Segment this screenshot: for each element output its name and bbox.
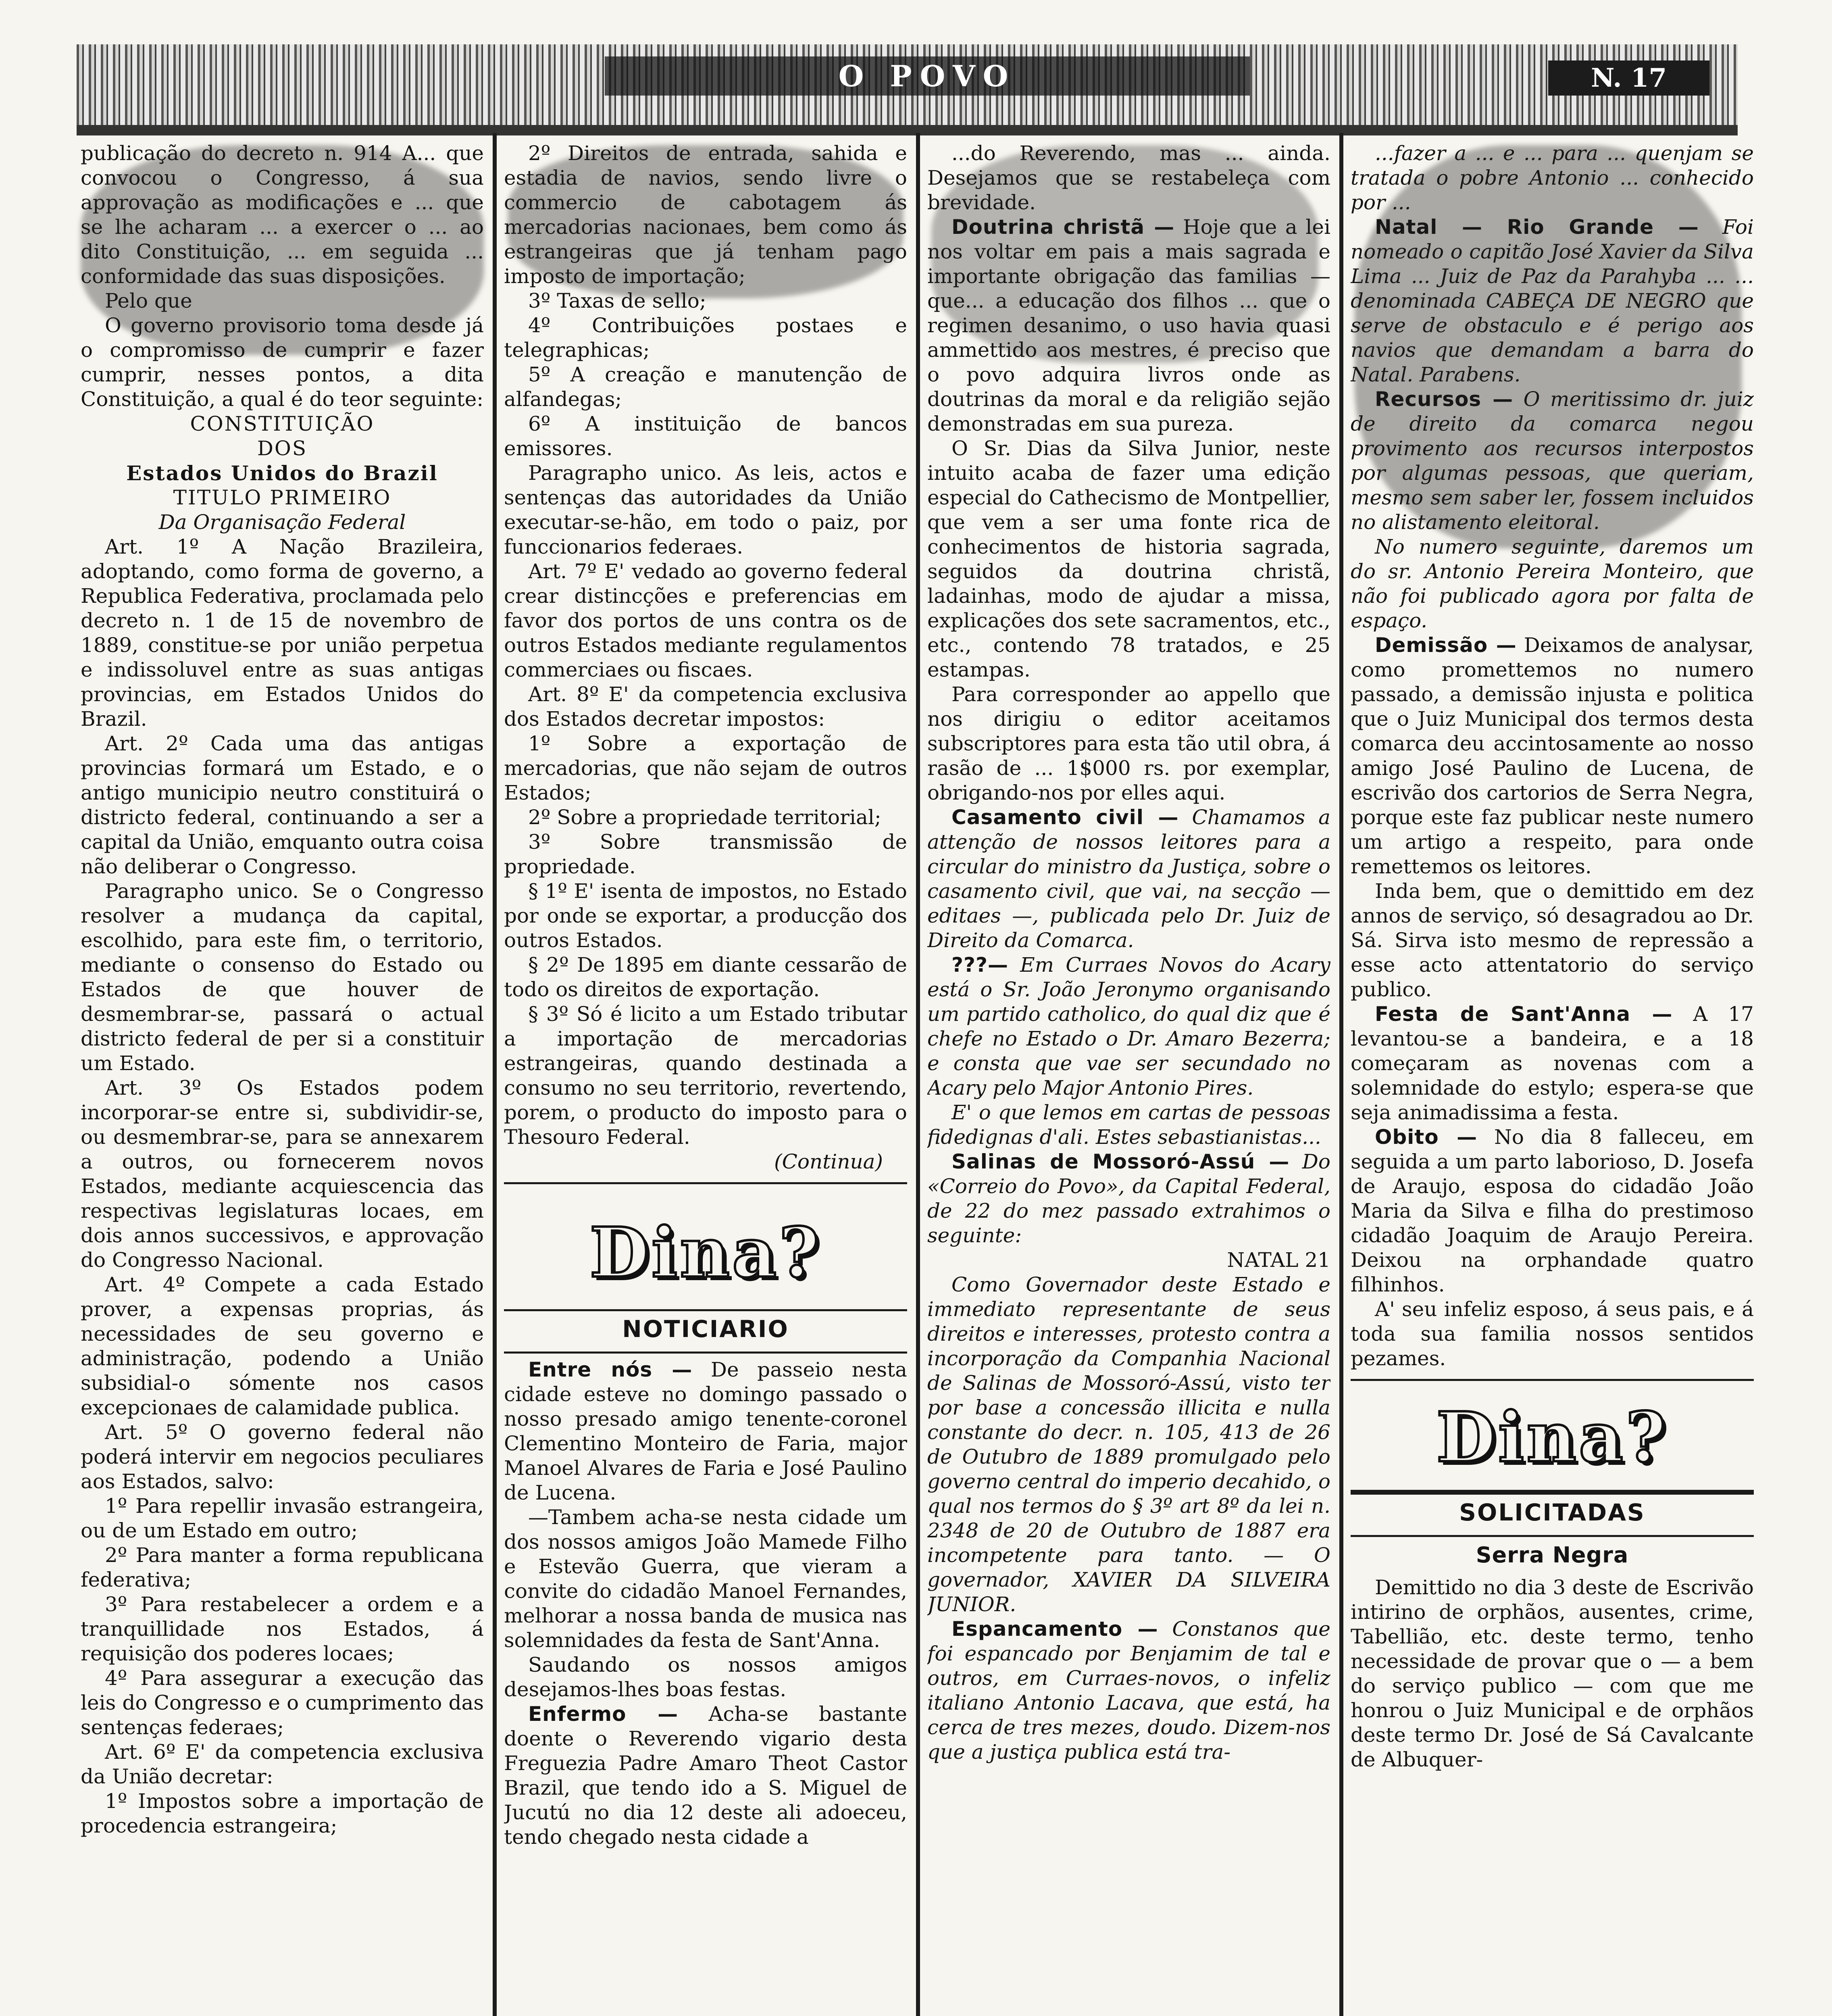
paragraph-text: 2º Sobre a propriedade territorial; — [528, 806, 881, 829]
news-item — [927, 953, 1330, 1100]
dina-advert: Dina? — [1436, 1397, 1668, 1478]
paragraph-text: 2º Direitos de entrada, sahida e estadia de navios, sendo livre o commercio de cabotagem ás mercadorias nacionaes, bem como ás estrangeiras que já tenham pago imposto de importação; — [504, 142, 907, 288]
paragraph-text: 3º Para restabelecer a ordem e a tranquillidade nos Estados, á requisição dos poderes locaes; — [81, 1593, 484, 1665]
news-item — [927, 141, 1330, 215]
news-text: Hoje que a lei nos voltar em pais a mais sagrada e importante obrigação das familias — que... a educação dos filhos ... que o regimen desanimo, o uso havia quasi ammettido aos mestres, é preciso que o povo adquira livros onde as doutrinas da moral e da religião sejão demonstradas em sua pureza. — [927, 215, 1330, 435]
paragraph — [504, 362, 907, 412]
news-headline: Doutrina christã — — [951, 215, 1175, 239]
news-text: O Sr. Dias da Silva Junior, neste intuito acaba de fazer uma edição especial do Cathecismo de Montpellier, que vem a ser uma fonte rica de conhecimentos de historia sagrada, seguidos da doutrina christã, ladainhas, modo de ajudar a missa, explicações dos sete sacramentos, etc., etc., contendo 78 tratados, e 25 estampas. — [927, 437, 1330, 681]
news-headline: Enfermo — — [528, 1702, 679, 1726]
paragraph-text: 1º Sobre a exportação de mercadorias, que não sejam de outros Estados; — [504, 732, 907, 804]
paragraph-text: Art. 5º O governo federal não poderá intervir em negocios peculiares aos Estados, salvo: — [81, 1420, 484, 1493]
paragraph — [81, 1420, 484, 1494]
paragraph — [504, 731, 907, 805]
news-headline: Natal — Rio Grande — — [1375, 215, 1699, 239]
news-item — [927, 1617, 1330, 1764]
column-rule — [493, 133, 497, 2016]
news-headline: Entre nós — — [528, 1358, 693, 1381]
paragraph-text: O governo provisorio toma desde já o compromisso de cumprir e fazer cumprir, nesses pontos, a dita Constituição, a qual é do teor seguinte: — [81, 314, 484, 411]
paragraph-text: DOS — [257, 437, 308, 460]
news-text: De passeio nesta cidade esteve no domingo passado o nosso presado amigo tenente-coronel Clementino Monteiro de Faria, major Manoel Alvares de Faria e José Paulino de Lucena. — [504, 1358, 907, 1504]
solicitadas-title: SOLICITADAS — [1459, 1499, 1645, 1526]
news-item — [504, 1653, 907, 1702]
section-divider — [504, 1352, 907, 1354]
paragraph-text: Art. 1º A Nação Brazileira, adoptando, como forma de governo, a Republica Federativa, proclamada pelo decreto n. 1 de 15 de novembro de 1889, constitue-se por união perpetua e indissoluvel entre as suas antigas provincias, em Estados Unidos do Brazil. — [81, 535, 484, 731]
news-text: Do «Correio do Povo», da Capital Federal, de 22 do mez passado extrahimos o seguinte: — [927, 1150, 1330, 1247]
column-4 — [1351, 141, 1754, 2016]
paragraph-text: 3º Sobre transmissão de propriedade. — [504, 830, 907, 878]
news-item — [927, 682, 1330, 805]
news-text: O meritissimo dr. juiz de direito da comarca negou provimento aos recursos interpostos por algumas pessoas, que queriam, mesmo sem saber ler, fossem incluidos no alistamento eleitoral. — [1351, 387, 1754, 534]
news-item — [1351, 633, 1754, 879]
column-3 — [927, 141, 1330, 2016]
paragraph-text: 2º Para manter a forma republicana federativa; — [81, 1543, 484, 1591]
news-headline: Espancamento — — [951, 1617, 1158, 1641]
paragraph-text: Art. 4º Compete a cada Estado prover, a expensas proprias, ás necessidades de seu governo e administração, podendo a União subsidial-o sómente nos casos excepcionaes de calamidade publica. — [81, 1273, 484, 1419]
paragraph — [81, 1666, 484, 1740]
news-item — [927, 1248, 1330, 1272]
news-text: Chamamos a attenção de nossos leitores para a circular do ministro da Justiça, sobre o casamento civil, que vai, na secção — editaes —, publicada pelo Dr. Juiz de Direito da Comarca. — [927, 806, 1330, 952]
news-headline: ???— — [951, 953, 1009, 977]
paragraph — [504, 289, 907, 313]
paragraph — [504, 313, 907, 362]
paragraph-text: § 2º De 1895 em diante cessarão de todo os direitos de exportação. — [504, 953, 907, 1001]
paragraph — [504, 682, 907, 731]
news-text: Como Governador deste Estado e immediato representante de seus direitos e interesses, protesto contra a incorporação da Companhia Nacional de Salinas de Mossoró-Assú, visto ter por base a concessão illicita e nulla constante do decr. n. 105, 413 de 26 de Outubro de 1889 promulgado pelo governo central do imperio decahido, o qual nos termos do § 3º art 8º da lei n. 2348 de 20 de Outubro de 1887 era incompetente para tanto. — O governador, XAVIER DA SILVEIRA JUNIOR. — [927, 1273, 1330, 1616]
news-text: No dia 8 falleceu, em seguida a um parto laborioso, D. Josefa de Araujo, esposa do cidadão João Maria da Silva e filha do prestimoso cidadão Joaquim de Araujo Pereira. Deixou na orphandade quatro filhinhos. — [1351, 1125, 1754, 1296]
paragraph — [504, 953, 907, 1002]
solicitadas-subtitle: Serra Negra — [1476, 1542, 1629, 1568]
section-divider — [504, 1182, 907, 1184]
solicitadas-body: Demittido no dia 3 deste de Escrivão intirino de orphãos, ausentes, crime, Tabellião, etc. deste termo, tenho necessidade de provar que o — a bem do serviço publico — com que me honrou o Juiz Municipal e de orphãos deste termo Dr. José de Sá Cavalcante de Albuquer- — [1351, 1576, 1754, 1771]
masthead-title: O POVO — [605, 56, 1250, 96]
paragraph-text: 4º Para assegurar a execução das leis do Congresso e o cumprimento das sentenças federaes; — [81, 1666, 484, 1739]
paragraph — [81, 1740, 484, 1789]
news-item — [1351, 879, 1754, 1002]
column-rule — [916, 133, 920, 2016]
section-divider — [1351, 1535, 1754, 1537]
paragraph — [81, 485, 484, 510]
paragraph-text: TITULO PRIMEIRO — [173, 486, 391, 509]
paragraph-text: 4º Contribuições postaes e telegraphicas; — [504, 314, 907, 362]
paragraph — [504, 412, 907, 461]
paragraph-text: § 1º E' isenta de impostos, no Estado por onde se exportar, a producção dos outros Estados. — [504, 879, 907, 952]
news-item — [927, 1100, 1330, 1150]
news-item — [504, 1505, 907, 1653]
paragraph — [504, 879, 907, 953]
news-item — [927, 436, 1330, 682]
paragraph — [81, 510, 484, 535]
paragraph-text: Art. 7º E' vedado ao governo federal crear distincções e preferencias em favor dos portos de uns contra os de outros Estados mediante regulamentos commerciaes ou fiscaes. — [504, 560, 907, 681]
news-headline: Demissão — — [1375, 633, 1517, 657]
news-item — [504, 1702, 907, 1849]
news-text: Inda bem, que o demittido em dez annos de serviço, só desagradou ao Dr. Sá. Sirva isto mesmo de repressão a esse acto attentatorio do serviço publico. — [1351, 879, 1754, 1001]
news-item — [927, 805, 1330, 953]
news-item — [1351, 1002, 1754, 1125]
paragraph-text: Estados Unidos do Brazil — [126, 461, 438, 485]
column-rule — [1339, 133, 1343, 2016]
news-item — [1351, 535, 1754, 633]
news-text: ...fazer a ... e ... para ... quenjam se tratada o pobre Antonio ... conhecido por ... — [1351, 142, 1754, 214]
paragraph — [504, 830, 907, 879]
news-text: A' seu infeliz esposo, á seus pais, e á toda sua familia nossos sentidos pezames. — [1351, 1297, 1754, 1370]
dina-advert: Dina? — [589, 1212, 822, 1293]
paragraph-text: Paragrapho unico. Se o Congresso resolver a mudança da capital, escolhido, para este fim, o territorio, mediante o consenso do Estado ou Estados de que houver de desmembrar-se, passará o actual districto federal de per si a constituir um Estado. — [81, 879, 484, 1075]
paragraph-text: Art. 2º Cada uma das antigas provincias formará um Estado, e o antigo municipio neutro constituirá o districto federal, continuando a ser a capital da União, emquanto outra coisa não deliberar o Congresso. — [81, 732, 484, 878]
paragraph-text: Da Organisação Federal — [158, 510, 406, 534]
paragraph — [81, 141, 484, 289]
section-divider — [1351, 1490, 1754, 1495]
news-text: Constanos que foi espancado por Benjamim de tal e outros, em Curraes-novos, o infeliz italiano Antonio Lacava, que está, ha cerca de tres mezes, doudo. Dizem-nos que a justiça publica está tra- — [927, 1617, 1330, 1764]
news-text: Deixamos de analysar, como promettemos no numero passado, a demissão injusta e politica que o Juiz Municipal dos termos desta comarca deu accintosamente ao nosso amigo José Paulino de Lucena, de escrivão dos cartorios de Serra Negra, porque este faz publicar neste numero um artigo a respeito, para onde remettemos os leitores. — [1351, 633, 1754, 878]
paragraph — [81, 1272, 484, 1420]
paragraph-text: § 3º Só é licito a um Estado tributar a importação de mercadorias estrangeiras, quando destinada a consumo no seu territorio, revertendo, porem, o producto do imposto para o Thesouro Federal. — [504, 1002, 907, 1149]
column-2 — [504, 141, 907, 2016]
paragraph — [504, 141, 907, 289]
news-headline: Casamento civil — — [951, 806, 1179, 829]
paragraph — [81, 1592, 484, 1666]
news-text: Acha-se bastante doente o Reverendo vigario desta Freguezia Padre Amaro Theot Castor Brazil, que tendo ido a S. Miguel de Jucutú no dia 12 deste ali adoeceu, tendo chegado nesta cidade a — [504, 1702, 907, 1849]
paragraph-text: publicação do decreto n. 914 A... que convocou o Congresso, á sua approvação as modificações e ... que se lhe acharam ... a exercer o ... ao dito Constituição, ... em seguida ... conformidade das suas disposições. — [81, 142, 484, 288]
paragraph — [81, 1076, 484, 1272]
paragraph — [81, 313, 484, 412]
paragraph — [81, 879, 484, 1076]
news-item — [1351, 1297, 1754, 1371]
paragraph-text: Art. 8º E' da competencia exclusiva dos Estados decretar impostos: — [504, 683, 907, 731]
paragraph — [81, 1494, 484, 1543]
news-headline: Salinas de Mossoró-Assú — — [951, 1150, 1290, 1173]
paragraph-text: 1º Impostos sobre a importação de procedencia estrangeira; — [81, 1789, 484, 1837]
news-text: E' o que lemos em cartas de pessoas fidedignas d'ali. Estes sebastianistas... — [927, 1101, 1330, 1149]
paragraph — [81, 535, 484, 731]
constitution-continuation — [504, 141, 907, 1150]
paragraph — [81, 412, 484, 436]
news-item — [1351, 215, 1754, 387]
paragraph-text: Art. 6º E' da competencia exclusiva da União decretar: — [81, 1740, 484, 1788]
news-item — [504, 1358, 907, 1505]
paragraph — [81, 1789, 484, 1838]
paragraph-text: 5º A creação e manutenção de alfandegas; — [504, 363, 907, 411]
section-divider — [1351, 1379, 1754, 1381]
noticiario-items — [504, 1358, 907, 1849]
column-1 — [81, 141, 484, 2016]
news-item — [1351, 141, 1754, 215]
news-text: Em Curraes Novos do Acary está o Sr. João Jeronymo organisando um partido catholico, do qual diz que é chefe no Estado o Dr. Amaro Bezerra; e consta que vae ser secundado no Acary pelo Major Antonio Pires. — [927, 953, 1330, 1100]
paragraph — [504, 461, 907, 559]
paragraph-text: CONSTITUIÇÃO — [190, 412, 375, 435]
paragraph-text: 1º Para repellir invasão estrangeira, ou de um Estado em outro; — [81, 1494, 484, 1542]
paragraph — [81, 289, 484, 313]
news-item — [927, 215, 1330, 436]
noticiario-title: NOTICIARIO — [622, 1315, 789, 1343]
news-text: Para corresponder ao appello que nos dirigiu o editor aceitamos subscriptores para esta tão util obra, á rasão de ... 1$000 rs. por exemplar, obrigando-nos por elles aqui. — [927, 683, 1330, 804]
continua-label: (Continua) — [774, 1150, 883, 1173]
news-headline: Recursos — — [1375, 387, 1513, 411]
news-items — [1351, 141, 1754, 1371]
paragraph-text: 6º A instituição de bancos emissores. — [504, 412, 907, 460]
paragraph-text: Paragrapho unico. As leis, actos e sentenças das autoridades da União executar-se-hão, em todo o paiz, por funccionarios federaes. — [504, 461, 907, 558]
news-text: Saudando os nossos amigos desejamos-lhes boas festas. — [504, 1653, 907, 1701]
paragraph — [81, 731, 484, 879]
section-divider — [504, 1309, 907, 1311]
news-headline: Festa de Sant'Anna — — [1375, 1002, 1673, 1026]
paragraph — [81, 461, 484, 485]
news-text: NATAL 21 — [1227, 1248, 1330, 1272]
news-text: Foi nomeado o capitão José Xavier da Silva Lima ... Juiz de Paz da Parahyba ... ... denominada CABEÇA DE NEGRO que serve de obstaculo e é perigo aos navios que demandam a barra do Natal. Parabens. — [1351, 215, 1754, 386]
news-item — [927, 1272, 1330, 1617]
news-text: ...do Reverendo, mas ... ainda. Desejamos que se restabeleça com brevidade. — [927, 142, 1330, 214]
paragraph — [81, 1543, 484, 1592]
news-text: No numero seguinte, daremos um do sr. Antonio Pereira Monteiro, que não foi publicado agora por falta de espaço. — [1351, 535, 1754, 632]
page-number: N. 17 — [1548, 60, 1709, 96]
paragraph — [504, 1002, 907, 1150]
paragraph-text: 3º Taxas de sello; — [528, 289, 706, 312]
news-text: A 17 levantou-se a bandeira, e a 18 começaram as novenas com a solemnidade do estylo; espera-se que seja animadissima a festa. — [1351, 1002, 1754, 1124]
paragraph — [504, 805, 907, 830]
news-item — [1351, 387, 1754, 535]
news-item — [1351, 1125, 1754, 1297]
news-headline: Obito — — [1375, 1125, 1478, 1149]
paragraph — [504, 559, 907, 682]
paragraph-text: Art. 3º Os Estados podem incorporar-se entre si, subdividir-se, ou desmembrar-se, para se annexarem a outros, ou fornecerem novos Estados, mediante acquiescencia das respectivas legislaturas locaes, em dois annos successivos, e approvação do Congresso Nacional. — [81, 1076, 484, 1272]
news-text: —Tambem acha-se nesta cidade um dos nossos amigos João Mamede Filho e Estevão Guerra, que vieram a convite do cidadão Manoel Fernandes, melhorar a nossa banda de musica nas solemnidades da festa de Sant'Anna. — [504, 1506, 907, 1652]
paragraph — [81, 436, 484, 461]
news-item — [927, 1150, 1330, 1248]
paragraph-text: Pelo que — [105, 289, 192, 312]
